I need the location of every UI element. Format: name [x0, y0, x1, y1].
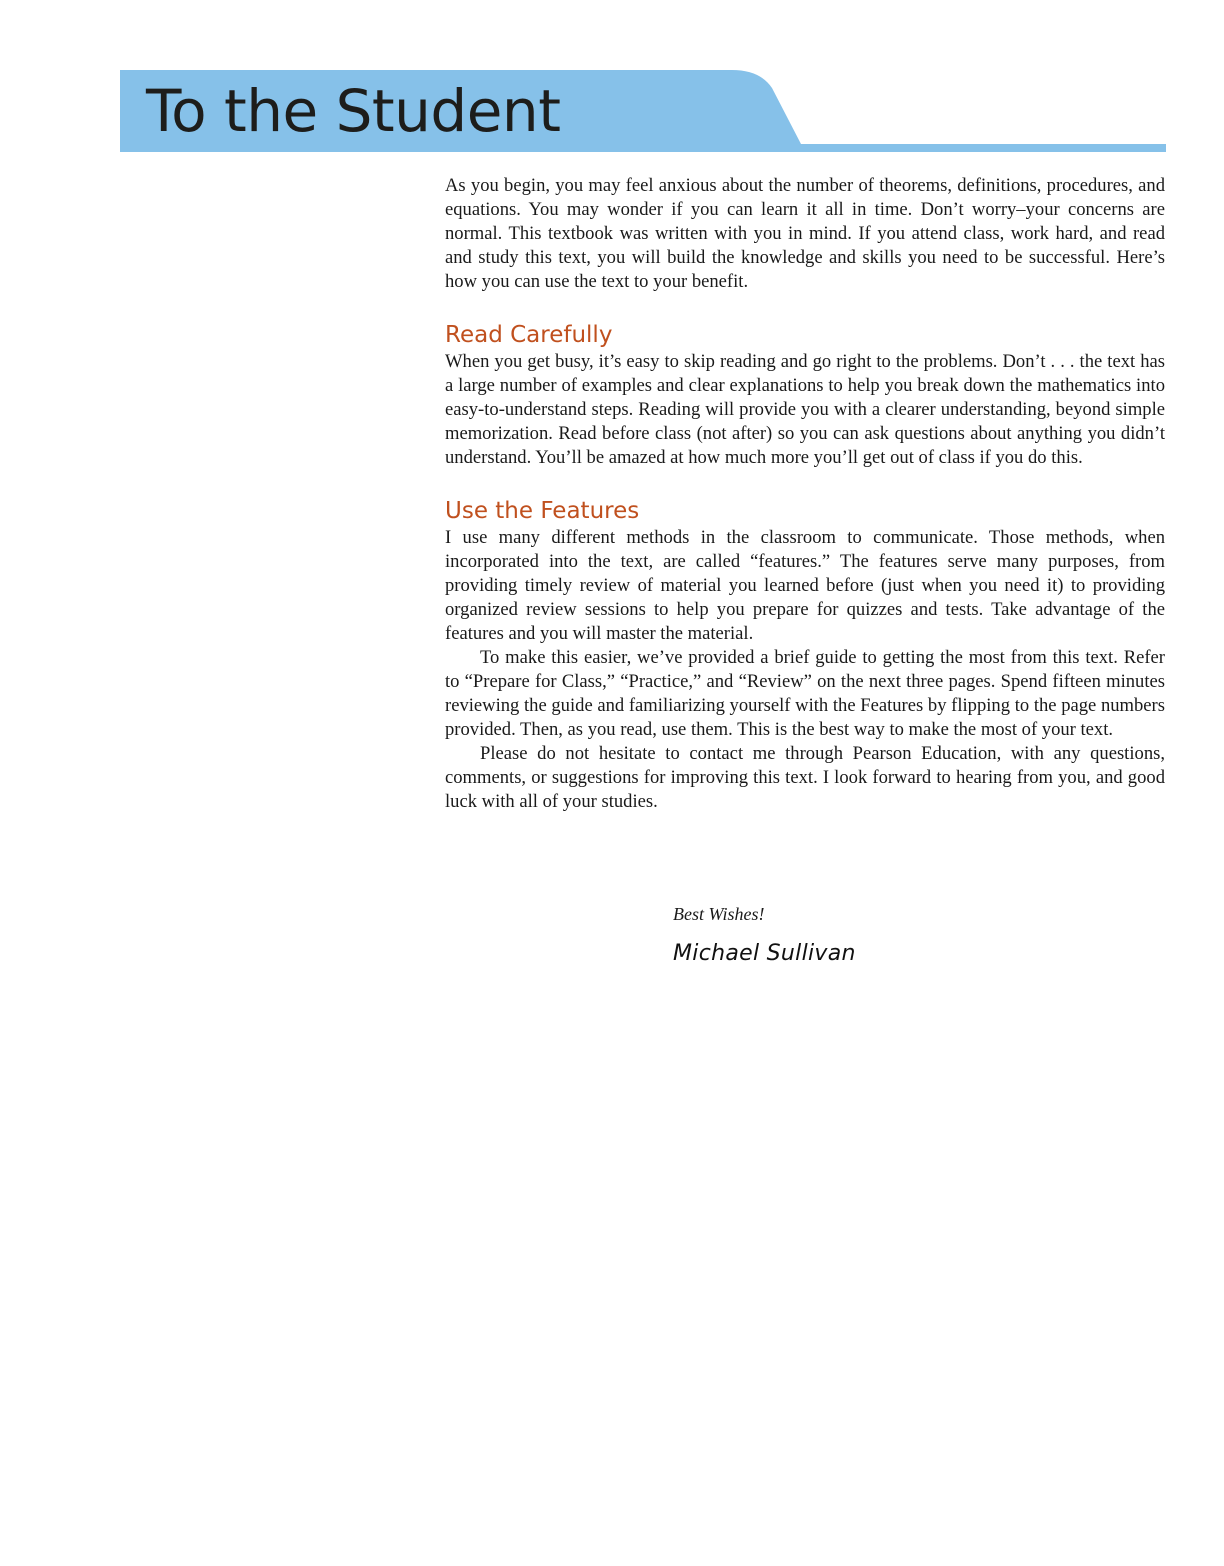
main-content: [445, 174, 1165, 814]
read-carefully-paragraph: When you get busy, it’s easy to skip reading and go right to the problems. Don’t . . . the text has a large number of examples and clear explanations to help you break down the mathematics into easy-to-understand steps. Reading will provide you with a clearer understanding, beyond simple memorization. Read before class (not after) so you can ask questions about anything you didn’t understand. You’ll be amazed at how much more you’ll get out of class if you do this.: [445, 351, 1165, 468]
intro-paragraph: As you begin, you may feel anxious about the number of theorems, definitions, procedures, and equations. You may wonder if you can learn it all in time. Don’t worry–your concerns are normal. This textbook was written with you in mind. If you attend class, work hard, and read and study this text, you will build the knowledge and skills you need to be successful. Here’s how you can use the text to your benefit.: [445, 175, 1165, 292]
features-paragraph-1: I use many different methods in the classroom to communicate. Those methods, when incorporated into the text, are called “features.” The features serve many purposes, from providing timely review of material you learned before (just when you need it) to providing organized review sessions to help you prepare for quizzes and tests. Take advantage of the features and you will master the material.: [445, 527, 1165, 644]
features-paragraph-2: To make this easier, we’ve provided a brief guide to getting the most from this text. Refer to “Prepare for Class,” “Practice,” and “Review” on the next three pages. Spend fifteen minutes reviewing the guide and familiarizing yourself with the Features by flipping to the page numbers provided. Then, as you read, use them. This is the best way to make the most of your text.: [445, 647, 1165, 740]
closing-salutation: Best Wishes!: [673, 904, 765, 924]
section-heading-read-carefully: Read Carefully: [445, 322, 613, 348]
author-signature: Michael Sullivan: [673, 941, 856, 966]
title-banner: [120, 70, 1166, 152]
closing-block: [673, 902, 1073, 968]
page-title: To the Student: [146, 77, 561, 145]
features-paragraph-3: Please do not hesitate to contact me through Pearson Education, with any questions, comments, or suggestions for improving this text. I look forward to hearing from you, and good luck with all of your studies.: [445, 743, 1165, 812]
section-heading-use-the-features: Use the Features: [445, 498, 640, 524]
